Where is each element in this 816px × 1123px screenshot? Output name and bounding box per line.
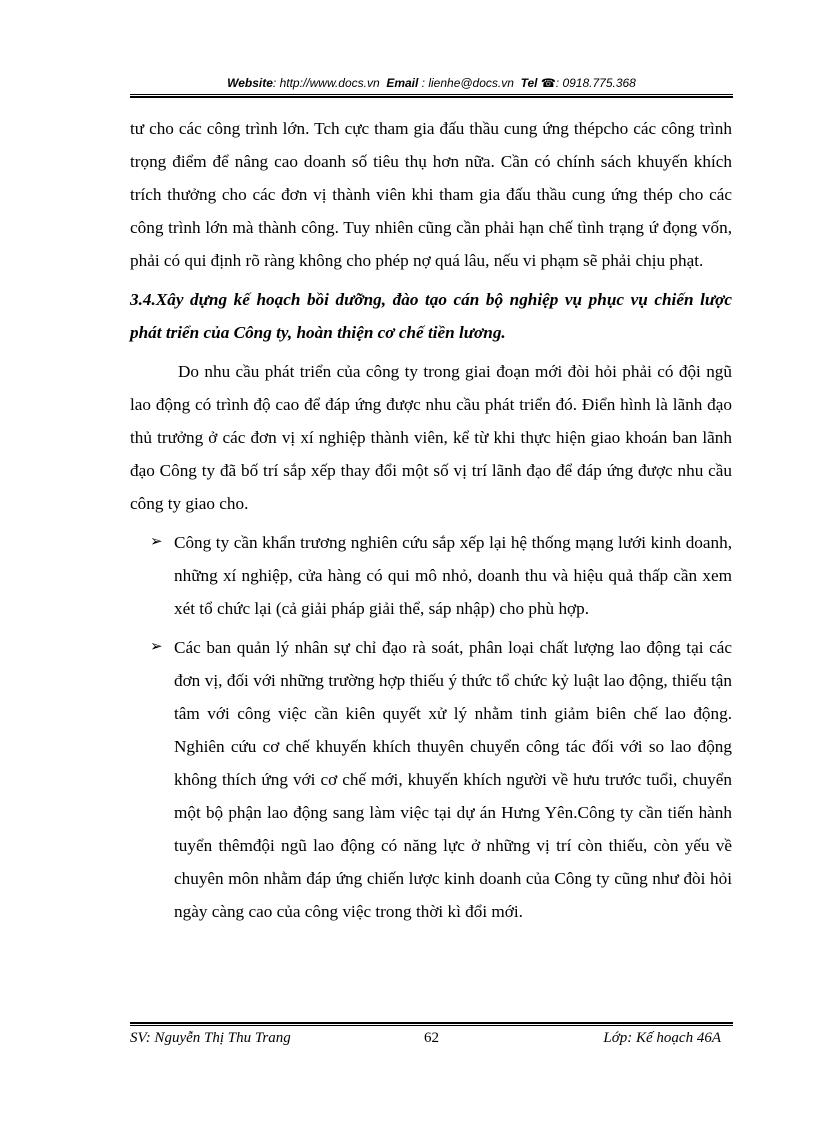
footer-divider	[130, 1022, 733, 1026]
tel-label: Tel	[520, 76, 538, 90]
website-value: : http://www.docs.vn	[272, 76, 380, 90]
header-divider	[130, 94, 733, 98]
bullet-item	[130, 631, 732, 928]
page-footer	[130, 1030, 733, 1052]
page-header	[130, 76, 733, 90]
bullet-text: Công ty cần khẩn trương nghiên cứu sắp xếp lại hệ thống mạng lưới kinh doanh, những xí nghiệp, cửa hàng có qui mô nhỏ, doanh thu và hiệu quả thấp cần xem xét tổ chức lại (cả giải pháp giải thể, sáp nhập) cho phù hợp.	[174, 533, 732, 618]
email-value: : lienhe@docs.vn	[421, 76, 514, 90]
tel-value: : 0918.775.368	[555, 76, 636, 90]
bullet-text: Các ban quản lý nhân sự chỉ đạo rà soát, phân loại chất lượng lao động tại các đơn vị, đối với những trường hợp thiếu ý thức tổ chức kỷ luật lao động, thiếu tận tâm với công việc cần kiên quyết xử lý nhằm tinh giảm biên chế lao động. Nghiên cứu cơ chế khuyến khích thuyên chuyển công tác đối với so lao động không thích ứng với cơ chế mới, khuyến khích người về hưu trước tuổi, chuyển một bộ phận lao động sang làm việc tại dự án Hưng Yên.Công ty cần tiến hành tuyển thêmđội ngũ lao động có năng lực ở những vị trí còn thiếu, còn yếu về chuyên môn nhằm đáp ứng chiến lược kinh doanh của Công ty cũng như đòi hỏi ngày càng cao của công việc trong thời kì đổi mới.	[174, 638, 732, 921]
bullet-arrow-icon: ➢	[150, 639, 163, 655]
paragraph-1: tư cho các công trình lớn. Tch cực tham gia đấu thầu cung ứng thépcho các công trình trọng điểm để nâng cao doanh số tiêu thụ hơn nữa. Cần có chính sách khuyến khích trích thưởng cho các đơn vị thành viên khi tham gia đấu thầu cung ứng thép cho các công trình lớn mà thành công. Tuy nhiên cũng cần phải hạn chế tình trạng ứ đọng vốn, phải có qui định rõ ràng không cho phép nợ quá lâu, nếu vi phạm sẽ phải chịu phạt.	[130, 119, 732, 270]
email-label: Email	[386, 76, 419, 90]
page-number: 62	[424, 1030, 439, 1046]
bullet-item	[130, 526, 732, 625]
website-label: Website	[227, 76, 273, 90]
paragraph-2: Do nhu cầu phát triển của công ty trong giai đoạn mới đòi hỏi phải có đội ngũ lao động có trình độ cao để đáp ứng được nhu cầu phát triển đó. Điển hình là lãnh đạo thủ trưởng ở các đơn vị xí nghiệp thành viên, kể từ khi thực hiện giao khoán ban lãnh đạo Công ty đã bố trí sắp xếp thay đổi một số vị trí lãnh đạo để đáp ứng được nhu cầu công ty giao cho.	[130, 362, 732, 513]
phone-icon: ☎	[540, 76, 556, 90]
section-heading: 3.4.Xây dựng kế hoạch bồi dưỡng, đào tạo cán bộ nghiệp vụ phục vụ chiến lược phát triển của Công ty, hoàn thiện cơ chế tiền lương.	[130, 290, 732, 342]
footer-student-name: SV: Nguyễn Thị Thu Trang	[130, 1030, 291, 1046]
footer-class: Lớp: Kế hoạch 46A	[603, 1030, 721, 1046]
bullet-arrow-icon: ➢	[150, 534, 163, 550]
document-body	[130, 112, 732, 928]
